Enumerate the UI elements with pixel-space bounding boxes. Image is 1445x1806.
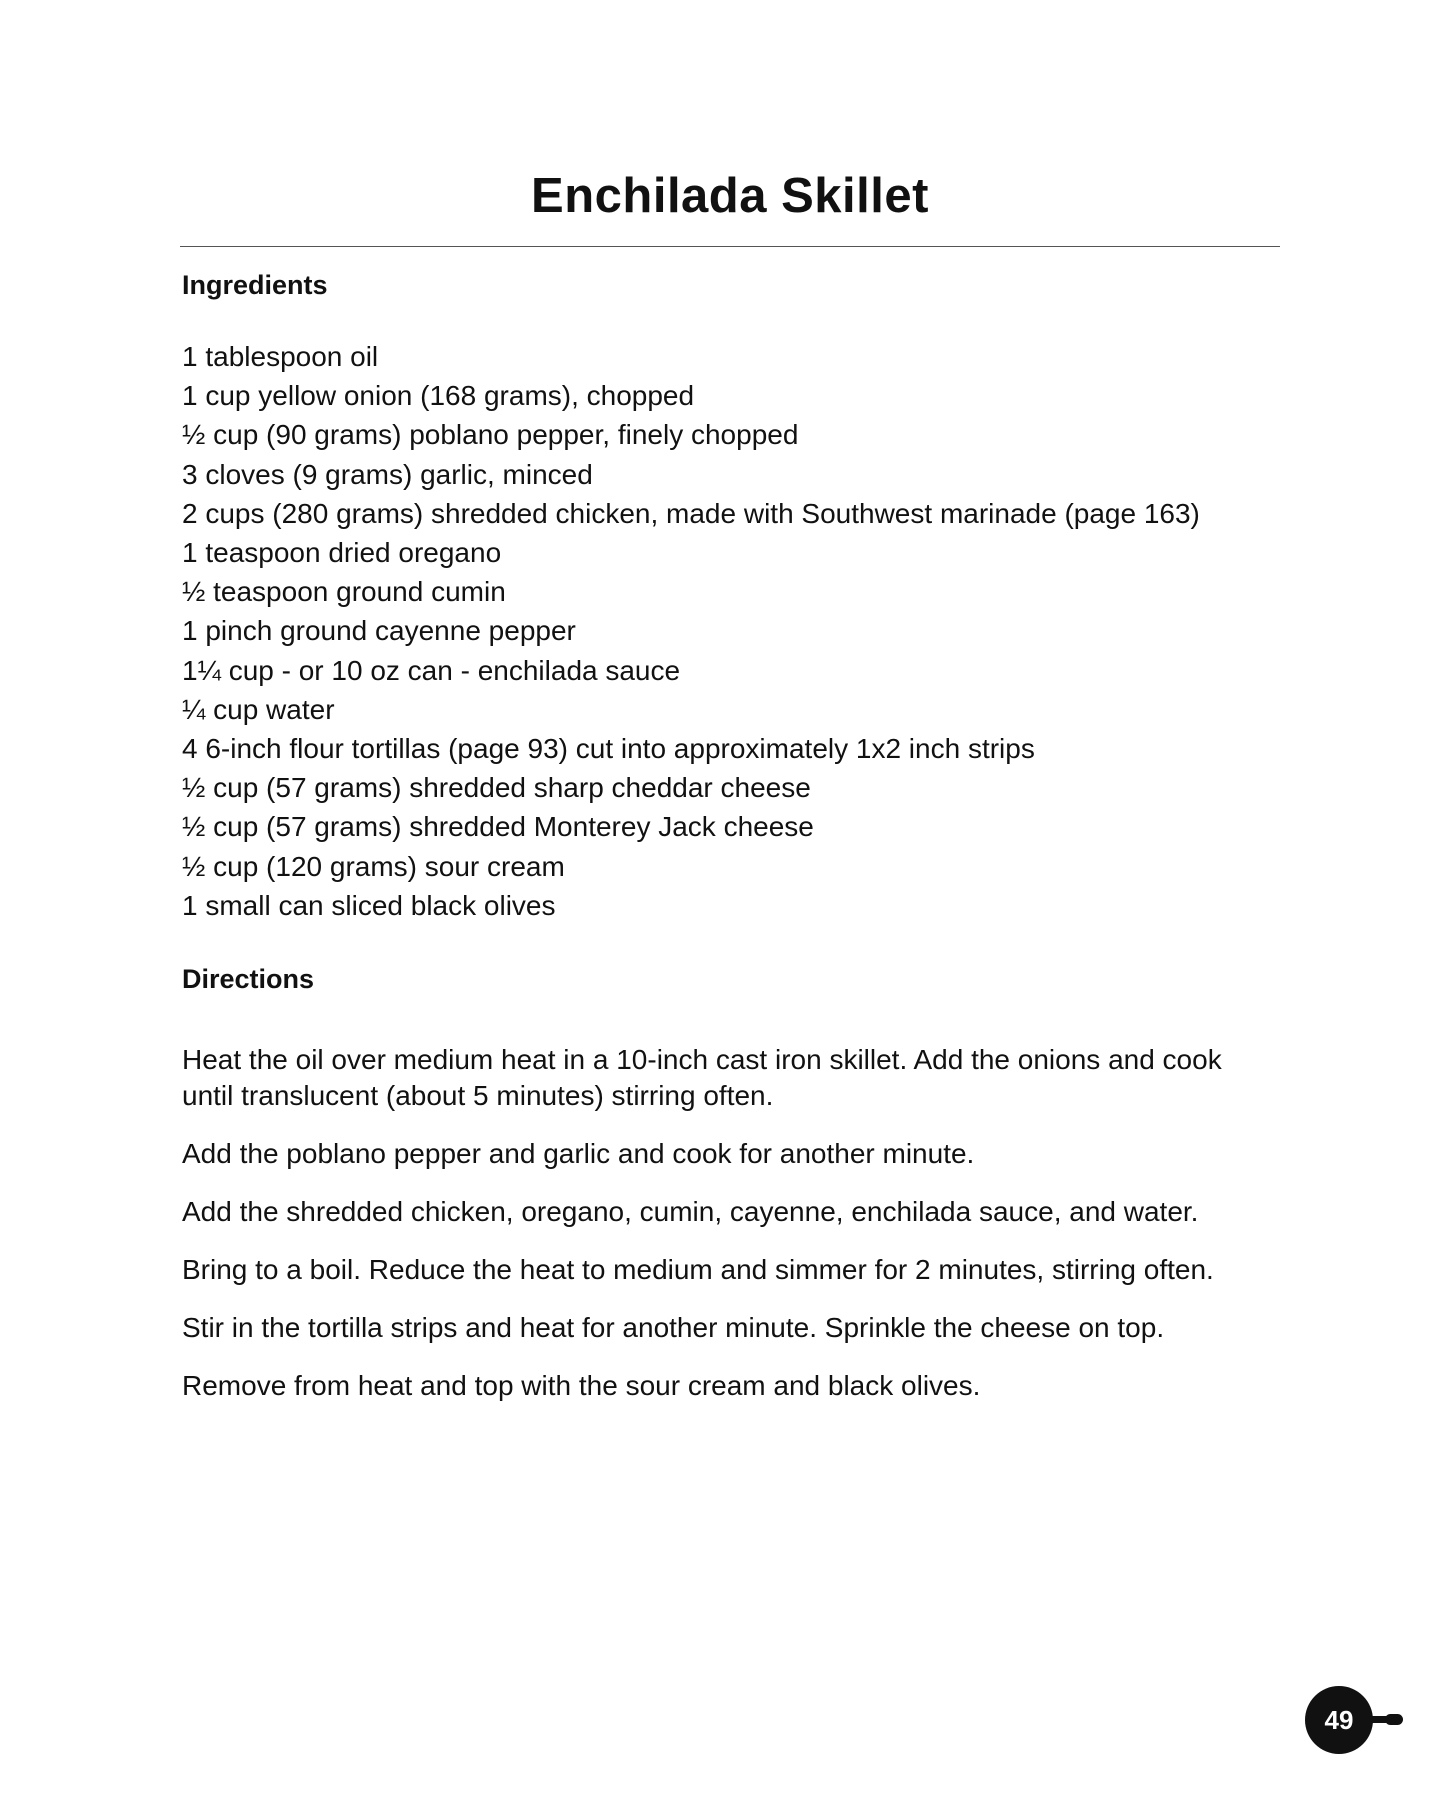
ingredient-item: 1 pinch ground cayenne pepper — [182, 615, 576, 647]
ingredient-item: ½ teaspoon ground cumin — [182, 576, 506, 608]
direction-step: Add the shredded chicken, oregano, cumin, cayenne, enchilada sauce, and water. — [182, 1196, 1199, 1227]
direction-step: Stir in the tortilla strips and heat for another minute. Sprinkle the cheese on top. — [182, 1312, 1165, 1343]
ingredient-item: 1 small can sliced black olives — [182, 889, 556, 921]
ingredient-item: 4 6-inch flour tortillas (page 93) cut into approximately 1x2 inch strips — [182, 733, 1035, 765]
direction-step: Heat the oil over medium heat in a 10-inch cast iron skillet. Add the onions and cook until translucent (about 5 minutes) stirring often. — [182, 1044, 1222, 1111]
ingredient-item: 1 tablespoon oil — [182, 341, 379, 372]
title-divider — [180, 246, 1280, 247]
direction-step: Remove from heat and top with the sour cream and black olives. — [182, 1370, 981, 1401]
directions-heading: Directions — [182, 964, 315, 994]
ingredient-item: 3 cloves (9 grams) garlic, minced — [182, 458, 593, 490]
ingredient-item: 1 teaspoon dried oregano — [182, 537, 502, 569]
direction-step: Add the poblano pepper and garlic and cook for another minute. — [182, 1138, 975, 1169]
ingredients-heading: Ingredients — [182, 270, 328, 300]
ingredient-item: ½ cup (90 grams) poblano pepper, finely chopped — [182, 419, 799, 451]
directions-list — [182, 1042, 1262, 1426]
ingredient-item: 1¼ cup - or 10 oz can - enchilada sauce — [182, 654, 681, 686]
ingredients-list — [182, 337, 1200, 925]
ingredient-item: ½ cup (57 grams) shredded Monterey Jack cheese — [182, 811, 814, 843]
direction-step: Bring to a boil. Reduce the heat to medium and simmer for 2 minutes, stirring often. — [182, 1254, 1214, 1285]
page-title: Enchilada Skillet — [531, 169, 929, 223]
ingredient-item: ½ cup (120 grams) sour cream — [182, 850, 565, 882]
ingredient-item: 2 cups (280 grams) shredded chicken, made with Southwest marinade (page 163) — [182, 497, 1200, 529]
page-number: 49 — [1324, 1704, 1354, 1735]
ingredient-item: 1 cup yellow onion (168 grams), chopped — [182, 380, 695, 412]
ingredient-item: ¼ cup water — [182, 693, 335, 725]
ingredient-item: ½ cup (57 grams) shredded sharp cheddar cheese — [182, 772, 811, 804]
